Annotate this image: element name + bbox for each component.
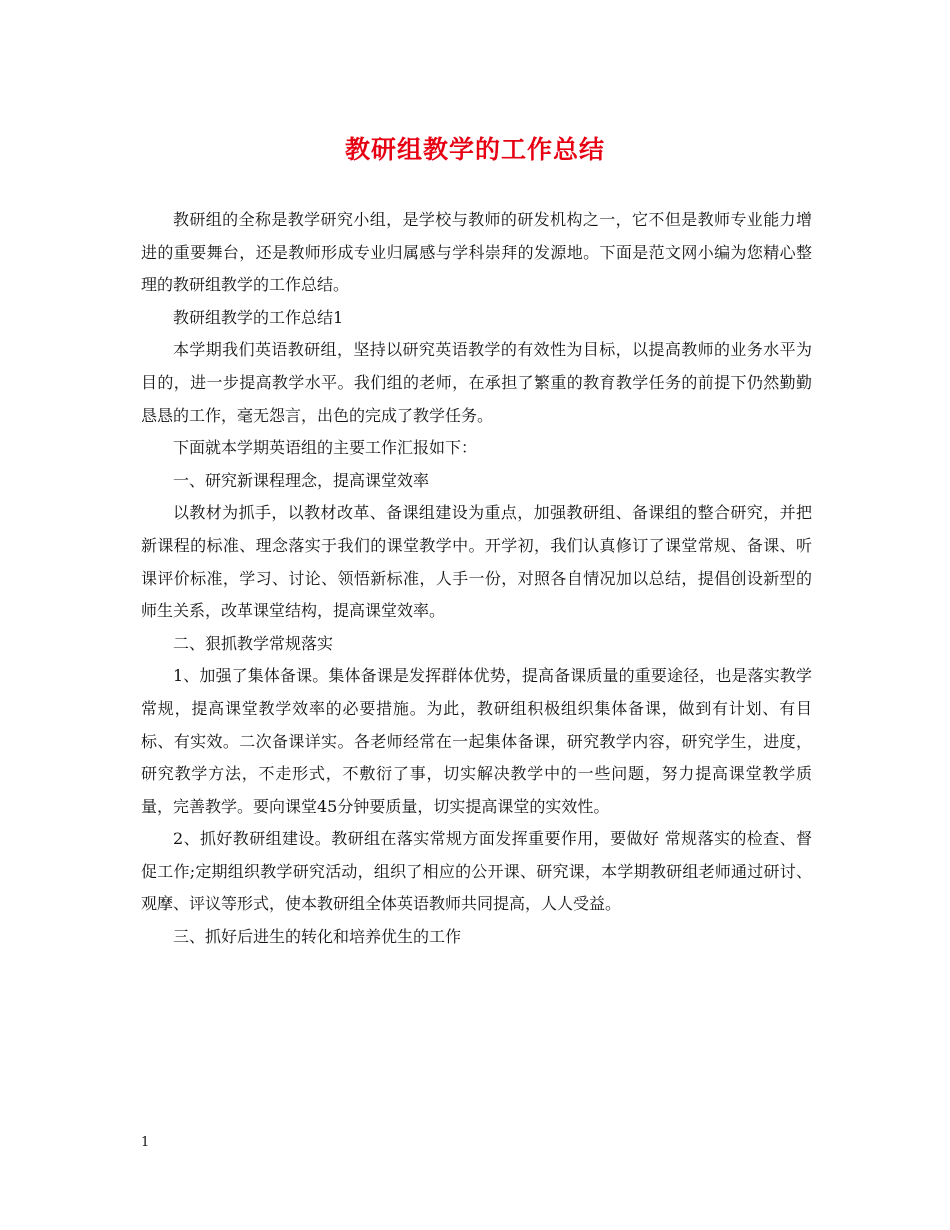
paragraph-intro: 教研组的全称是教学研究小组，是学校与教师的研发机构之一，它不但是教师专业能力增进的重要舞台，还是教师形成专业归属感与学科崇拜的发源地。下面是范文网小编为您精心整理的教研组教学的工作总结。 bbox=[141, 210, 812, 295]
paragraph-section-1: 以教材为抓手，以教材改革、备课组建设为重点，加强教研组、备课组的整合研究，并把新课程的标准、理念落实于我们的课堂教学中。开学初，我们认真修订了课堂常规、备课、听课评价标准，学习、讨论、领悟新标准，人手一份，对照各自情况加以总结，提倡创设新型的师生关系，改革课堂结构，提高课堂效率。 bbox=[141, 503, 812, 621]
paragraph-subtitle-1: 教研组教学的工作总结1 bbox=[173, 307, 344, 327]
document-title: 教研组教学的工作总结 bbox=[344, 135, 605, 164]
page-number: 1 bbox=[141, 1135, 150, 1150]
paragraph-item-2: 2、抓好教研组建设。教研组在落实常规方面发挥重要作用，要做好 常规落实的检查、督促工作;定期组织教学研究活动，组织了相应的公开课、研究课，本学期教研组老师通过研讨、观摩、评议等形式，使本教研组全体英语教师共同提高，人人受益。 bbox=[141, 829, 812, 914]
paragraph-report-intro: 下面就本学期英语组的主要工作汇报如下： bbox=[173, 438, 478, 458]
document-body bbox=[141, 204, 812, 954]
section-heading-2: 二、狠抓教学常规落实 bbox=[173, 633, 334, 653]
section-heading-1: 一、研究新课程理念，提高课堂效率 bbox=[173, 470, 430, 490]
paragraph-summary: 本学期我们英语教研组，坚持以研究英语教学的有效性为目标，以提高教师的业务水平为目的，进一步提高教学水平。我们组的老师，在承担了繁重的教育教学任务的前提下仍然勤勤恳恳的工作，毫无怨言，出色的完成了教学任务。 bbox=[141, 340, 812, 425]
paragraph-item-1: 1、加强了集体备课。集体备课是发挥群体优势，提高备课质量的重要途径，也是落实教学常规，提高课堂教学效率的必要措施。为此，教研组积极组织集体备课，做到有计划、有目标、有实效。二次备课详实。各老师经常在一起集体备课，研究教学内容，研究学生，进度，研究教学方法，不走形式，不敷衍了事，切实解决教学中的一些问题，努力提高课堂教学质量，完善教学。要向课堂45分钟要质量，切实提高课堂的实效性。 bbox=[141, 666, 812, 816]
section-heading-3: 三、抓好后进生的转化和培养优生的工作 bbox=[173, 927, 462, 947]
